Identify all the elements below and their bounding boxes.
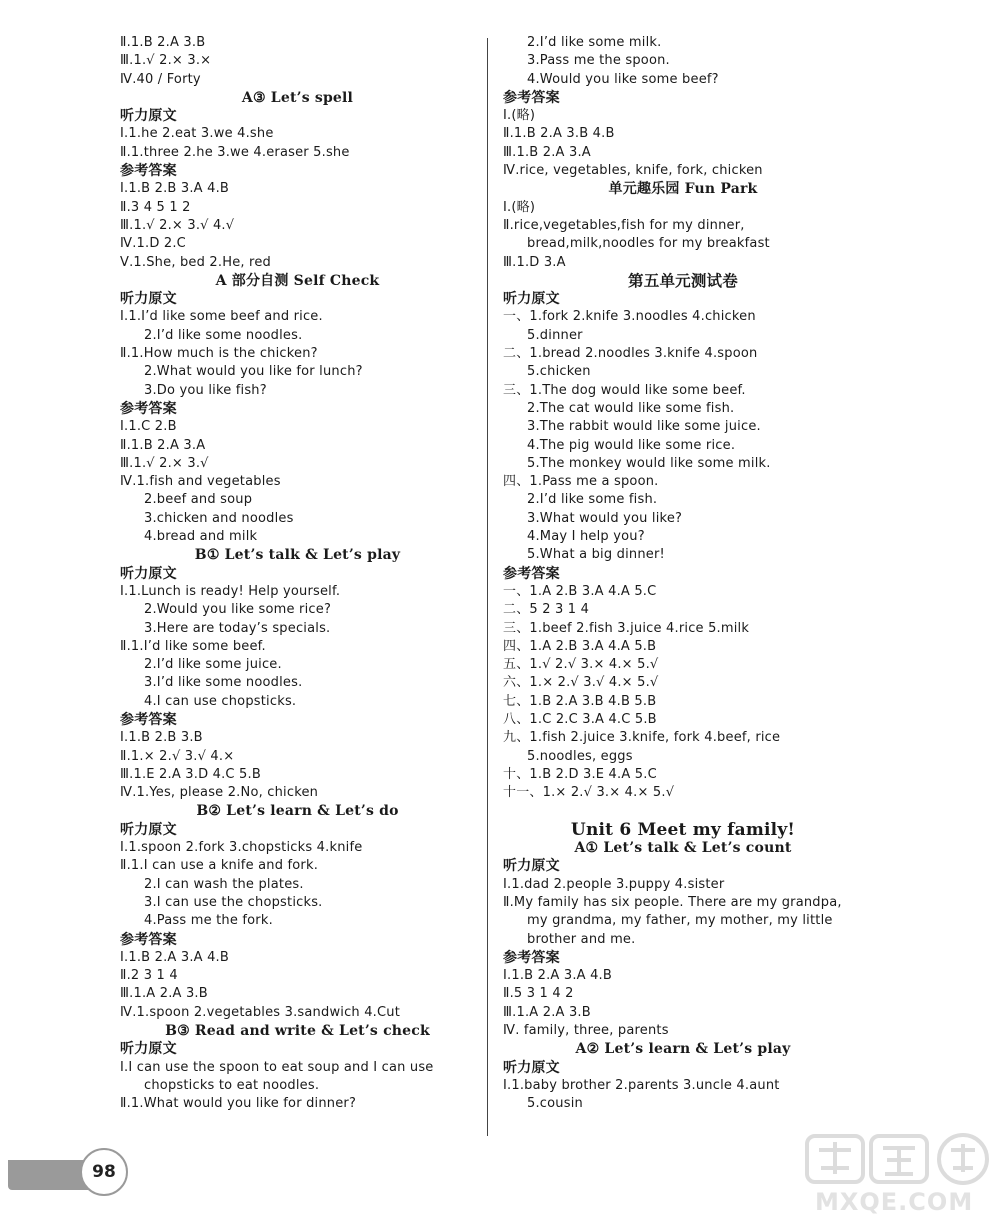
- text-line-indented: 3.The rabbit would like some juice.: [527, 419, 761, 435]
- text-line: 四、1.Pass me a spoon.: [503, 474, 659, 490]
- text-line: Ⅱ.1.× 2.√ 3.√ 4.×: [120, 748, 235, 764]
- text-line-indented: 5.dinner: [527, 327, 583, 343]
- text-line: Ⅱ.1.I can use a knife and fork.: [120, 858, 319, 874]
- subsection-heading: 参考答案: [503, 949, 560, 966]
- text-line: Ⅰ.1.B 2.A 3.A 4.B: [120, 949, 229, 965]
- right-column: [503, 34, 863, 1114]
- text-line: Ⅳ.1.Yes, please 2.No, chicken: [120, 785, 319, 801]
- text-line: Ⅳ.rice, vegetables, knife, fork, chicken: [503, 163, 763, 179]
- subsection-heading: 听力原文: [120, 1041, 177, 1058]
- text-line: 七、1.B 2.A 3.B 4.B 5.B: [503, 693, 657, 709]
- subsection-heading: 听力原文: [120, 108, 177, 125]
- text-line: Ⅰ.1.B 2.B 3.A 4.B: [120, 181, 230, 197]
- text-line-indented: 3.Do you like fish?: [144, 382, 267, 398]
- text-line: Ⅱ.1.three 2.he 3.we 4.eraser 5.she: [120, 144, 350, 160]
- section-title: A① Let’s talk & Let’s count: [574, 840, 792, 857]
- subsection-heading: 听力原文: [120, 821, 177, 838]
- subsection-heading: 听力原文: [503, 291, 560, 308]
- text-line: Ⅲ.1.B 2.A 3.A: [503, 144, 591, 160]
- text-line: 一、1.fork 2.knife 3.noodles 4.chicken: [503, 309, 756, 325]
- text-line: Ⅱ.1.B 2.A 3.B 4.B: [503, 126, 615, 142]
- column-divider: [487, 38, 488, 1136]
- text-line: 一、1.A 2.B 3.A 4.A 5.C: [503, 583, 657, 599]
- unit-title: Unit 6 Meet my family!: [570, 819, 796, 840]
- text-line: 四、1.A 2.B 3.A 4.A 5.B: [503, 638, 657, 654]
- text-line: Ⅰ.1.baby brother 2.parents 3.uncle 4.aunt: [503, 1077, 780, 1093]
- text-line-indented: 3.What would you like?: [527, 510, 683, 526]
- text-line-indented: 4.The pig would like some rice.: [527, 437, 736, 453]
- subsection-heading: 参考答案: [120, 931, 177, 948]
- spacer: [503, 802, 863, 820]
- left-column: [120, 34, 475, 1114]
- text-line: Ⅰ.1.B 2.A 3.A 4.B: [503, 968, 612, 984]
- text-line: 二、1.bread 2.noodles 3.knife 4.spoon: [503, 346, 758, 362]
- text-line: Ⅰ.I can use the spoon to eat soup and I can use: [120, 1059, 434, 1075]
- text-line: Ⅳ. family, three, parents: [503, 1023, 669, 1039]
- section-title: A③ Let’s spell: [241, 89, 354, 106]
- text-line-indented: 2.beef and soup: [144, 492, 253, 508]
- text-line: Ⅱ.rice,vegetables,fish for my dinner,: [503, 217, 745, 233]
- subsection-heading: 听力原文: [120, 565, 177, 582]
- text-line-indented: 4.I can use chopsticks.: [144, 693, 297, 709]
- text-line-indented: 3.I’d like some noodles.: [144, 675, 303, 691]
- text-line: Ⅱ.1.What would you like for dinner?: [120, 1096, 357, 1112]
- text-line: Ⅱ.1.I’d like some beef.: [120, 638, 266, 654]
- section-title: B② Let’s learn & Let’s do: [196, 803, 399, 820]
- text-line-indented: 3.Pass me the spoon.: [527, 53, 670, 69]
- page-number-badge: [8, 1148, 118, 1194]
- text-line-indented: 2.I’d like some juice.: [144, 657, 282, 673]
- text-line-indented: 4.Would you like some beef?: [527, 71, 719, 87]
- subsection-heading: 听力原文: [503, 858, 560, 875]
- text-line: 六、1.× 2.√ 3.√ 4.× 5.√: [503, 675, 659, 691]
- text-line-indented: 4.May I help you?: [527, 529, 645, 545]
- text-line: Ⅲ.1.D 3.A: [503, 254, 566, 270]
- text-line: Ⅰ.1.I’d like some beef and rice.: [120, 309, 323, 325]
- text-line-indented: 2.Would you like some rice?: [144, 602, 332, 618]
- text-line: Ⅳ.1.fish and vegetables: [120, 474, 281, 490]
- text-line-indented: bread,milk,noodles for my breakfast: [527, 236, 770, 252]
- text-line-indented: my grandma, my father, my mother, my little: [527, 913, 833, 929]
- subsection-heading: 参考答案: [503, 89, 560, 106]
- text-line-indented: 3.chicken and noodles: [144, 510, 294, 526]
- text-line-indented: 4.bread and milk: [144, 529, 258, 545]
- text-line-indented: chopsticks to eat noodles.: [144, 1077, 320, 1093]
- text-line: 二、5 2 3 1 4: [503, 602, 590, 618]
- text-line: Ⅰ.1.dad 2.people 3.puppy 4.sister: [503, 876, 725, 892]
- text-line: Ⅲ.1.√ 2.× 3.√ 4.√: [120, 217, 235, 233]
- subsection-heading: 参考答案: [503, 565, 560, 582]
- text-line-indented: 4.Pass me the fork.: [144, 913, 273, 929]
- section-title: A 部分自测 Self Check: [215, 272, 380, 289]
- text-line: 八、1.C 2.C 3.A 4.C 5.B: [503, 711, 657, 727]
- text-line-indented: 5.chicken: [527, 364, 591, 380]
- subsection-heading: 听力原文: [120, 291, 177, 308]
- text-line: 三、1.beef 2.fish 3.juice 4.rice 5.milk: [503, 620, 750, 636]
- subsection-heading: 听力原文: [503, 1059, 560, 1076]
- text-line: Ⅰ.1.B 2.B 3.B: [120, 730, 203, 746]
- text-line: Ⅰ.(略): [503, 108, 536, 124]
- text-line: Ⅳ.1.spoon 2.vegetables 3.sandwich 4.Cut: [120, 1004, 401, 1020]
- text-line-indented: 5.What a big dinner!: [527, 547, 665, 563]
- subsection-heading: 参考答案: [120, 400, 177, 417]
- text-line-indented: 2.What would you like for lunch?: [144, 364, 363, 380]
- text-line-indented: 5.The monkey would like some milk.: [527, 455, 771, 471]
- text-line: 三、1.The dog would like some beef.: [503, 382, 746, 398]
- section-title: 单元趣乐园 Fun Park: [608, 181, 758, 198]
- watermark: [805, 1128, 995, 1218]
- text-line: Ⅱ.2 3 1 4: [120, 968, 178, 984]
- text-line-indented: brother and me.: [527, 931, 636, 947]
- text-line: Ⅰ.1.he 2.eat 3.we 4.she: [120, 126, 274, 142]
- text-line: 九、1.fish 2.juice 3.knife, fork 4.beef, rice: [503, 730, 781, 746]
- text-line-indented: 3.I can use the chopsticks.: [144, 894, 323, 910]
- text-line-indented: 2.The cat would like some fish.: [527, 400, 735, 416]
- text-line: Ⅲ.1.A 2.A 3.B: [120, 986, 208, 1002]
- text-line: Ⅱ.3 4 5 1 2: [120, 199, 191, 215]
- text-line: 十、1.B 2.D 3.E 4.A 5.C: [503, 766, 657, 782]
- section-title: B③ Read and write & Let’s check: [165, 1023, 430, 1040]
- watermark-logo: [805, 1128, 995, 1188]
- text-line-indented: 2.I can wash the plates.: [144, 876, 304, 892]
- text-line-indented: 2.I’d like some milk.: [527, 35, 662, 50]
- text-line: Ⅱ.1.B 2.A 3.A: [120, 437, 206, 453]
- text-line-indented: 5.noodles, eggs: [527, 748, 633, 764]
- text-line: Ⅱ.1.How much is the chicken?: [120, 346, 318, 362]
- text-line: Ⅳ.1.D 2.C: [120, 236, 186, 252]
- text-line: Ⅲ.1.A 2.A 3.B: [503, 1004, 591, 1020]
- text-line: Ⅰ.(略): [503, 199, 536, 215]
- watermark-url: MXQE.COM: [815, 1188, 974, 1216]
- subsection-heading: 参考答案: [120, 711, 177, 728]
- text-line: Ⅱ.1.B 2.A 3.B: [120, 35, 206, 50]
- text-line: Ⅴ.1.She, bed 2.He, red: [120, 254, 271, 270]
- text-line: Ⅰ.1.C 2.B: [120, 419, 177, 435]
- text-line-indented: 2.I’d like some fish.: [527, 492, 658, 508]
- text-line: 十一、1.× 2.√ 3.× 4.× 5.√: [503, 785, 675, 801]
- test-title: 第五单元测试卷: [628, 270, 738, 290]
- text-line: Ⅰ.1.spoon 2.fork 3.chopsticks 4.knife: [120, 840, 363, 856]
- text-line: Ⅱ.My family has six people. There are my grandpa,: [503, 894, 842, 910]
- subsection-heading: 参考答案: [120, 163, 177, 180]
- page-number: 98: [80, 1148, 128, 1196]
- text-line: Ⅰ.1.Lunch is ready! Help yourself.: [120, 583, 341, 599]
- section-title: A② Let’s learn & Let’s play: [575, 1041, 791, 1058]
- text-line: Ⅲ.1.√ 2.× 3.×: [120, 53, 212, 69]
- text-line-indented: 3.Here are today’s specials.: [144, 620, 331, 636]
- text-line-indented: 5.cousin: [527, 1096, 583, 1112]
- page-tab-bar: [8, 1160, 88, 1190]
- text-line: Ⅱ.5 3 1 4 2: [503, 986, 574, 1002]
- text-line: Ⅳ.40 / Forty: [120, 71, 201, 87]
- section-title: B① Let’s talk & Let’s play: [194, 547, 401, 564]
- text-line: 五、1.√ 2.√ 3.× 4.× 5.√: [503, 657, 659, 673]
- text-line: Ⅲ.1.E 2.A 3.D 4.C 5.B: [120, 766, 261, 782]
- text-line-indented: 2.I’d like some noodles.: [144, 327, 303, 343]
- text-line: Ⅲ.1.√ 2.× 3.√: [120, 455, 209, 471]
